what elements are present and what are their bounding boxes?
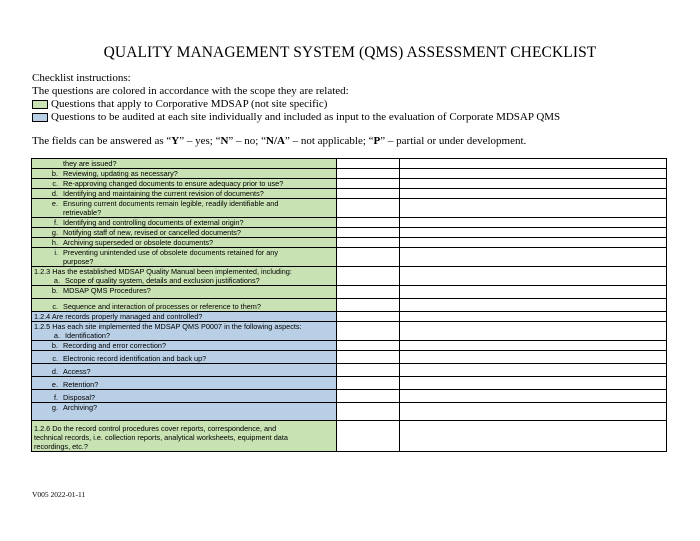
table-row [32, 403, 667, 421]
comment-cell[interactable] [400, 390, 667, 403]
table-row [32, 228, 667, 238]
comment-cell[interactable] [400, 322, 667, 341]
item-letter: c. [52, 179, 58, 188]
legend-site-text: Questions to be audited at each site individually and included as input to the evaluation of Corporate MDSAP QMS [51, 111, 561, 123]
question-cell [32, 377, 337, 390]
question-text: MDSAP QMS Procedures? [63, 286, 151, 295]
question-cell [32, 341, 337, 351]
page-title: QUALITY MANAGEMENT SYSTEM (QMS) ASSESSMENT CHECKLIST [103, 44, 597, 61]
item-letter: b. [51, 341, 58, 350]
question-heading: 1.2.3 Has the established MDSAP Quality Manual been implemented, including: [34, 267, 292, 276]
table-row [32, 421, 667, 452]
table-row [32, 364, 667, 377]
question-cell [32, 179, 337, 189]
item-letter: e. [51, 199, 58, 208]
item-letter: c. [52, 354, 58, 363]
question-cell [32, 159, 337, 169]
comment-cell[interactable] [400, 238, 667, 248]
question-text: Reviewing, updating as necessary? [63, 169, 178, 178]
legend-site [32, 111, 560, 124]
answer-cell[interactable] [337, 179, 400, 189]
table-row [32, 390, 667, 403]
answer-cell[interactable] [337, 390, 400, 403]
item-letter: b. [51, 169, 58, 178]
answer-cell[interactable] [337, 377, 400, 390]
item-letter: g. [51, 228, 58, 237]
question-cell [32, 421, 337, 452]
table-row [32, 322, 667, 341]
question-cell [32, 199, 337, 218]
comment-cell[interactable] [400, 312, 667, 322]
question-text: Ensuring current documents remain legible, readily identifiable and [63, 199, 279, 208]
answer-cell[interactable] [337, 341, 400, 351]
comment-cell[interactable] [400, 199, 667, 218]
comment-cell[interactable] [400, 364, 667, 377]
question-cell [32, 286, 337, 299]
question-cell [32, 228, 337, 238]
question-text: Recording and error correction? [63, 341, 167, 350]
question-text: they are issued? [63, 159, 117, 168]
fields-text-2: ” – yes; “ [179, 135, 221, 147]
question-text-line3: recordings, etc.? [34, 442, 88, 451]
question-text-cont: retrievable? [63, 208, 102, 217]
answer-cell[interactable] [337, 299, 400, 312]
item-letter: f. [53, 218, 58, 227]
answer-cell[interactable] [337, 189, 400, 199]
question-cell [32, 390, 337, 403]
checklist-instructions [32, 72, 560, 124]
table-row [32, 218, 667, 228]
question-heading: 1.2.4 Are records properly managed and controlled? [34, 312, 203, 321]
answer-cell[interactable] [337, 169, 400, 179]
table-row [32, 189, 667, 199]
question-cell [32, 238, 337, 248]
table-row [32, 199, 667, 218]
table-row [32, 299, 667, 312]
question-text: Archiving superseded or obsolete documents? [63, 238, 214, 247]
comment-cell[interactable] [400, 377, 667, 390]
comment-cell[interactable] [400, 299, 667, 312]
answer-cell[interactable] [337, 403, 400, 421]
comment-cell[interactable] [400, 403, 667, 421]
comment-cell[interactable] [400, 351, 667, 364]
answer-cell[interactable] [337, 238, 400, 248]
question-cell [32, 189, 337, 199]
question-text: Electronic record identification and back up? [63, 354, 207, 363]
question-heading: 1.2.5 Has each site implemented the MDSAP QMS P0007 in the following aspects: [34, 322, 302, 331]
item-letter: e. [51, 380, 58, 389]
comment-cell[interactable] [400, 248, 667, 267]
question-text: Retention? [63, 380, 99, 389]
question-cell [32, 403, 337, 421]
fields-text-4: ” – not applicable; “ [284, 135, 374, 147]
item-letter: d. [51, 367, 58, 376]
question-cell [32, 351, 337, 364]
item-letter: b. [51, 286, 58, 295]
question-text: Access? [63, 367, 91, 376]
comment-cell[interactable] [400, 286, 667, 299]
table-row [32, 286, 667, 299]
question-cell [32, 267, 337, 286]
option-y: Y [171, 135, 180, 147]
instructions-intro: The questions are colored in accordance with the scope they are related: [32, 85, 349, 97]
comment-cell[interactable] [400, 421, 667, 452]
question-text-cont: purpose? [63, 257, 94, 266]
table-row [32, 169, 667, 179]
question-text: Identifying and controlling documents of external origin? [63, 218, 244, 227]
table-row [32, 238, 667, 248]
item-letter: f. [53, 393, 58, 402]
answer-cell[interactable] [337, 228, 400, 238]
question-text: Identification? [65, 331, 111, 340]
answer-cell[interactable] [337, 421, 400, 452]
legend-corporate [32, 98, 560, 111]
question-text: Sequence and interaction of processes or reference to them? [63, 302, 261, 311]
comment-cell[interactable] [400, 189, 667, 199]
table-row [32, 248, 667, 267]
question-text: Identifying and maintaining the current revision of documents? [63, 189, 264, 198]
question-cell [32, 322, 337, 341]
table-row [32, 312, 667, 322]
blue-swatch-icon [32, 113, 48, 122]
answer-options [32, 135, 526, 147]
question-cell [32, 218, 337, 228]
answer-cell[interactable] [337, 159, 400, 169]
question-text: Scope of quality system, details and exclusion justifications? [65, 276, 260, 285]
table-row [32, 377, 667, 390]
table-row [32, 179, 667, 189]
item-letter: a. [53, 331, 60, 340]
answer-cell[interactable] [337, 286, 400, 299]
option-p: P [373, 135, 381, 147]
green-swatch-icon [32, 100, 48, 109]
option-n: N [220, 135, 229, 147]
item-letter: g. [51, 403, 58, 412]
question-text: Disposal? [63, 393, 96, 402]
question-text: Re-approving changed documents to ensure adequacy prior to use? [63, 179, 284, 188]
legend-corporate-text: Questions that apply to Corporative MDSAP (not site specific) [51, 98, 328, 110]
table-row [32, 341, 667, 351]
comment-cell[interactable] [400, 159, 667, 169]
fields-text-1: The fields can be answered as “ [32, 135, 172, 147]
answer-cell[interactable] [337, 364, 400, 377]
checklist-table [31, 158, 667, 452]
comment-cell[interactable] [400, 267, 667, 286]
question-text: Preventing unintended use of obsolete documents retained for any [63, 248, 278, 257]
table-row [32, 351, 667, 364]
answer-cell[interactable] [337, 351, 400, 364]
comment-cell[interactable] [400, 218, 667, 228]
item-letter: d. [51, 189, 58, 198]
question-text: Notifying staff of new, revised or cancelled documents? [63, 228, 241, 237]
question-cell [32, 299, 337, 312]
item-letter: a. [53, 276, 60, 285]
comment-cell[interactable] [400, 179, 667, 189]
comment-cell[interactable] [400, 169, 667, 179]
question-cell [32, 312, 337, 322]
answer-cell[interactable] [337, 267, 400, 286]
question-text-line2: technical records, i.e. collection reports, analytical worksheets, equipment data [34, 433, 288, 442]
question-heading: 1.2.6 Do the record control procedures cover reports, correspondence, and [34, 424, 277, 433]
instructions-heading: Checklist instructions: [32, 72, 131, 84]
item-letter: h. [51, 238, 58, 247]
comment-cell[interactable] [400, 341, 667, 351]
answer-cell[interactable] [337, 248, 400, 267]
answer-cell[interactable] [337, 322, 400, 341]
item-letter: c. [52, 302, 58, 311]
comment-cell[interactable] [400, 228, 667, 238]
question-cell [32, 364, 337, 377]
question-text: Archiving? [63, 403, 98, 412]
table-row [32, 267, 667, 286]
answer-cell[interactable] [337, 199, 400, 218]
question-cell [32, 169, 337, 179]
item-letter: i. [54, 248, 58, 257]
answer-cell[interactable] [337, 218, 400, 228]
table-row [32, 159, 667, 169]
answer-cell[interactable] [337, 312, 400, 322]
fields-text-3: ” – no; “ [228, 135, 266, 147]
question-cell [32, 248, 337, 267]
option-na: N/A [266, 135, 285, 147]
fields-text-5: ” – partial or under development. [380, 135, 527, 147]
version-footer: V005 2022-01-11 [32, 490, 86, 499]
